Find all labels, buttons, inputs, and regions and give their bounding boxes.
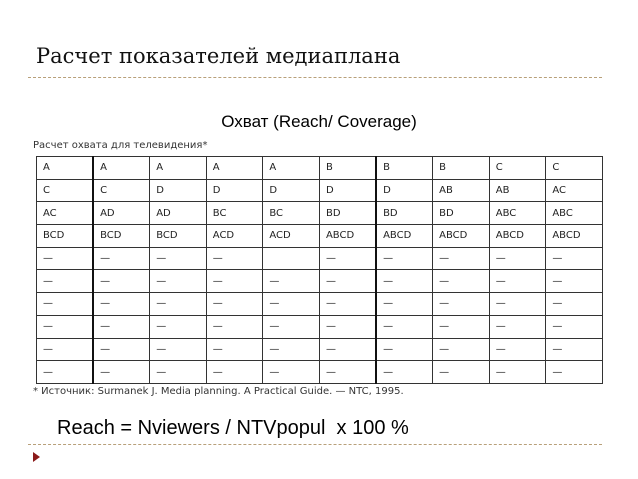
table-row (37, 293, 603, 316)
table-cell: — (150, 315, 207, 338)
table-cell: BC (263, 202, 320, 225)
table-cell: — (319, 293, 376, 316)
table-cell: A (263, 157, 320, 180)
table-cell: — (546, 270, 603, 293)
table-cell: — (150, 293, 207, 316)
table-cell: — (206, 247, 263, 270)
table-cell: — (263, 315, 320, 338)
table-cell: — (206, 270, 263, 293)
table-cell: — (433, 293, 490, 316)
table-cell: A (150, 157, 207, 180)
table-cell: — (93, 270, 150, 293)
section-subtitle: Охват (Reach/ Coverage) (221, 112, 417, 131)
table-cell: ACD (206, 225, 263, 248)
table-cell: — (93, 315, 150, 338)
table-cell: — (37, 247, 94, 270)
table-cell: — (206, 361, 263, 384)
table-cell: ABC (489, 202, 546, 225)
table-cell: — (206, 338, 263, 361)
table-cell: BD (433, 202, 490, 225)
table-cell: D (150, 179, 207, 202)
table-cell: — (376, 315, 433, 338)
table-cell: BCD (150, 225, 207, 248)
reach-formula: Reach = Nviewers / NTVpopul x 100 % (57, 417, 409, 439)
table-cell: — (150, 361, 207, 384)
table-cell: — (376, 293, 433, 316)
table-cell: — (489, 361, 546, 384)
table-cell: — (433, 338, 490, 361)
table-cell: — (37, 338, 94, 361)
table-cell: AB (433, 179, 490, 202)
table-cell: — (489, 338, 546, 361)
table-cell: C (546, 157, 603, 180)
table-cell: — (433, 315, 490, 338)
table-caption: Расчет охвата для телевидения* (33, 140, 208, 151)
table-cell: A (93, 157, 150, 180)
table-cell: — (433, 247, 490, 270)
table-cell: — (150, 270, 207, 293)
table-cell: — (546, 247, 603, 270)
table-cell: — (319, 247, 376, 270)
table-cell: C (489, 157, 546, 180)
table-cell: B (433, 157, 490, 180)
table-cell: — (206, 293, 263, 316)
table-cell: — (93, 338, 150, 361)
table-cell: ABCD (546, 225, 603, 248)
table-row (37, 157, 603, 180)
table-cell: BD (376, 202, 433, 225)
table-cell: — (93, 247, 150, 270)
bullet-arrow-icon (33, 452, 40, 462)
table-cell: ABCD (376, 225, 433, 248)
table-row (37, 225, 603, 248)
table-cell: — (376, 338, 433, 361)
table-cell: — (150, 247, 207, 270)
table-cell: — (433, 270, 490, 293)
table-row (37, 338, 603, 361)
table-cell: — (319, 361, 376, 384)
table-cell: — (319, 315, 376, 338)
table-cell: — (37, 293, 94, 316)
table-cell: AD (93, 202, 150, 225)
table-cell: D (376, 179, 433, 202)
table-cell: — (319, 270, 376, 293)
table-cell: — (546, 338, 603, 361)
table-cell: — (376, 361, 433, 384)
table-cell: BC (206, 202, 263, 225)
table-cell: — (263, 270, 320, 293)
table-cell: A (206, 157, 263, 180)
table-cell: B (319, 157, 376, 180)
table-cell: — (376, 247, 433, 270)
table-cell: ABCD (319, 225, 376, 248)
table-cell (263, 247, 320, 270)
table-cell: BCD (37, 225, 94, 248)
table-cell: — (263, 338, 320, 361)
table-cell: — (93, 361, 150, 384)
table-cell: — (263, 293, 320, 316)
table-cell: D (319, 179, 376, 202)
table-cell: D (206, 179, 263, 202)
table-cell: — (489, 293, 546, 316)
table-cell: — (150, 338, 207, 361)
source-note: * Источник: Surmanek J. Media planning. A Practical Guide. — NTC, 1995. (33, 386, 404, 397)
table-row (37, 179, 603, 202)
table-cell: BD (319, 202, 376, 225)
table-cell: A (37, 157, 94, 180)
table-cell: BCD (93, 225, 150, 248)
table-cell: — (206, 315, 263, 338)
table-cell: — (376, 270, 433, 293)
table-cell: AC (546, 179, 603, 202)
table-cell: C (93, 179, 150, 202)
table-cell: — (546, 293, 603, 316)
table-row (37, 247, 603, 270)
table-cell: AD (150, 202, 207, 225)
table-row (37, 202, 603, 225)
table-cell: AB (489, 179, 546, 202)
table-cell: — (433, 361, 490, 384)
table-cell: ABC (546, 202, 603, 225)
table-cell: B (376, 157, 433, 180)
reach-table (36, 156, 603, 384)
table-row (37, 315, 603, 338)
table-cell: — (489, 247, 546, 270)
table-cell: — (546, 315, 603, 338)
table-cell: — (37, 361, 94, 384)
table-cell: — (319, 338, 376, 361)
table-cell: — (546, 361, 603, 384)
table-cell: ABCD (489, 225, 546, 248)
table-cell: — (489, 315, 546, 338)
table-row (37, 270, 603, 293)
table-cell: — (93, 293, 150, 316)
table-cell: — (263, 361, 320, 384)
table-cell: — (489, 270, 546, 293)
table-cell: AC (37, 202, 94, 225)
table-cell: ABCD (433, 225, 490, 248)
table-cell: — (37, 315, 94, 338)
table-cell: D (263, 179, 320, 202)
title-divider (28, 77, 602, 78)
table-cell: C (37, 179, 94, 202)
table-cell: — (37, 270, 94, 293)
bottom-divider (28, 444, 602, 445)
table-row (37, 361, 603, 384)
table-cell: ACD (263, 225, 320, 248)
slide-title: Расчет показателей медиаплана (36, 44, 401, 68)
